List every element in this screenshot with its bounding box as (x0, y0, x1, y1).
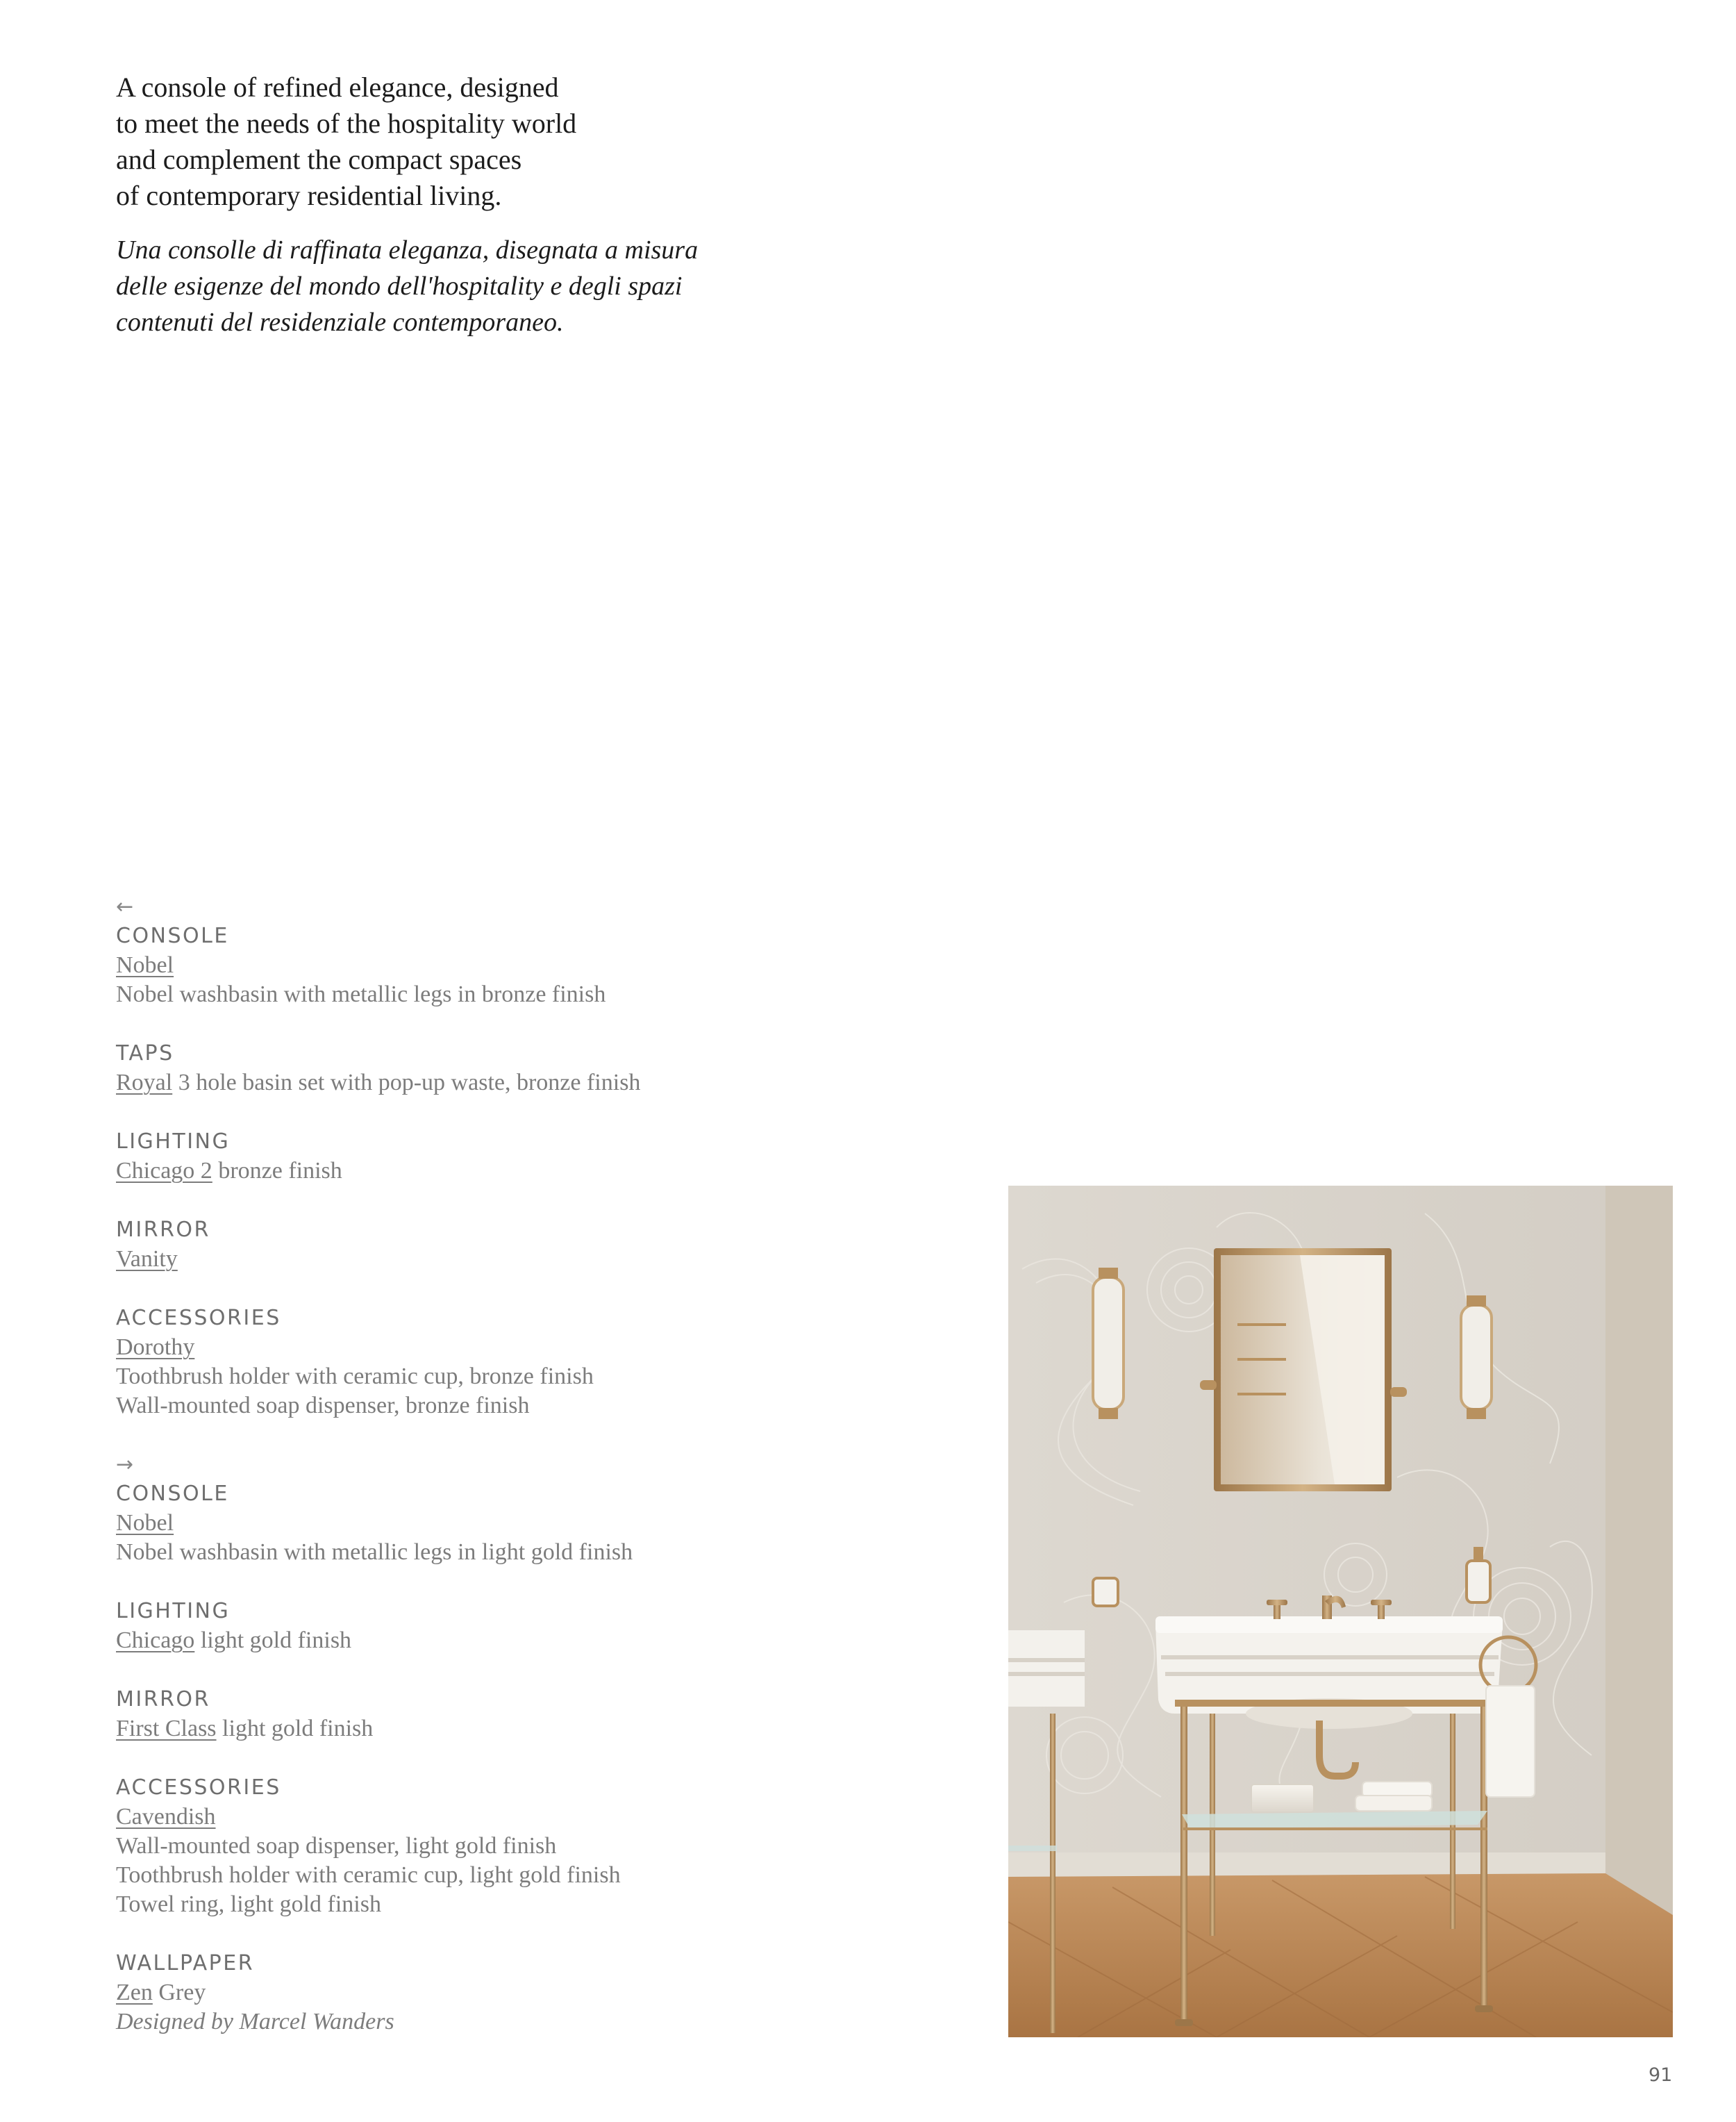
spec-category: CONSOLE (116, 924, 229, 948)
product-link-zen[interactable]: Zen (116, 1980, 153, 2005)
page-number: 91 (1649, 2064, 1673, 2086)
spec-category: ACCESSORIES (116, 1775, 281, 1800)
intro-it-line: delle esigenze del mondo dell'hospitality e degli spazi (116, 272, 683, 301)
intro-english (116, 69, 741, 214)
spec-category: CONSOLE (116, 1482, 229, 1506)
intro-italian (116, 232, 741, 340)
intro-en-line: to meet the needs of the hospitality world (116, 108, 577, 139)
spec-category: LIGHTING (116, 1599, 231, 1623)
product-link-chicago-2[interactable]: Chicago 2 (116, 1158, 212, 1184)
intro-it-line: contenuti del residenziale contemporaneo. (116, 308, 564, 337)
product-specs (116, 893, 915, 2037)
product-link-nobel[interactable]: Nobel (116, 1510, 174, 1536)
intro-text (116, 69, 741, 340)
spec-category: MIRROR (116, 1687, 210, 1711)
spec-description: Nobel washbasin with metallic legs in light gold finish (116, 1539, 633, 1565)
spec-description: 3 hole basin set with pop-up waste, bronze finish (172, 1070, 641, 1095)
spec-description: light gold finish (216, 1716, 374, 1741)
spec-category: MIRROR (116, 1218, 210, 1242)
intro-en-line: and complement the compact spaces (116, 144, 522, 175)
product-link-chicago[interactable]: Chicago (116, 1627, 195, 1653)
spec-description: Nobel washbasin with metallic legs in bronze finish (116, 981, 606, 1007)
intro-it-line: Una consolle di raffinata eleganza, disegnata a misura (116, 235, 699, 265)
intro-en-line: of contemporary residential living. (116, 180, 502, 211)
product-link-cavendish[interactable]: Cavendish (116, 1804, 216, 1830)
intro-en-line: A console of refined elegance, designed (116, 72, 559, 103)
spec-category: WALLPAPER (116, 1951, 255, 1975)
product-link-first-class[interactable]: First Class (116, 1716, 217, 1741)
spec-description: Towel ring, light gold finish (116, 1891, 381, 1917)
spec-description: Grey (152, 1980, 206, 2005)
spec-description: light gold finish (194, 1627, 352, 1653)
spec-category: LIGHTING (116, 1129, 231, 1154)
spec-category: TAPS (116, 1041, 174, 1066)
bathroom-illustration (1008, 1186, 1673, 2037)
spec-description: Toothbrush holder with ceramic cup, light gold finish (116, 1862, 621, 1888)
spec-description: bronze finish (212, 1158, 342, 1184)
spec-description: Wall-mounted soap dispenser, light gold finish (116, 1833, 557, 1859)
product-link-dorothy[interactable]: Dorothy (116, 1334, 195, 1360)
spec-category: ACCESSORIES (116, 1306, 281, 1330)
spec-description: Toothbrush holder with ceramic cup, bronze finish (116, 1363, 594, 1389)
right-arrow-icon: → (116, 1452, 134, 1477)
left-arrow-icon: ← (116, 895, 134, 919)
product-link-nobel[interactable]: Nobel (116, 952, 174, 978)
product-link-royal[interactable]: Royal (116, 1070, 173, 1095)
product-link-vanity[interactable]: Vanity (116, 1246, 178, 1272)
designer-credit: Designed by Marcel Wanders (116, 2009, 394, 2034)
spec-description: Wall-mounted soap dispenser, bronze finish (116, 1393, 530, 1418)
bathroom-photo (1008, 1186, 1673, 2037)
